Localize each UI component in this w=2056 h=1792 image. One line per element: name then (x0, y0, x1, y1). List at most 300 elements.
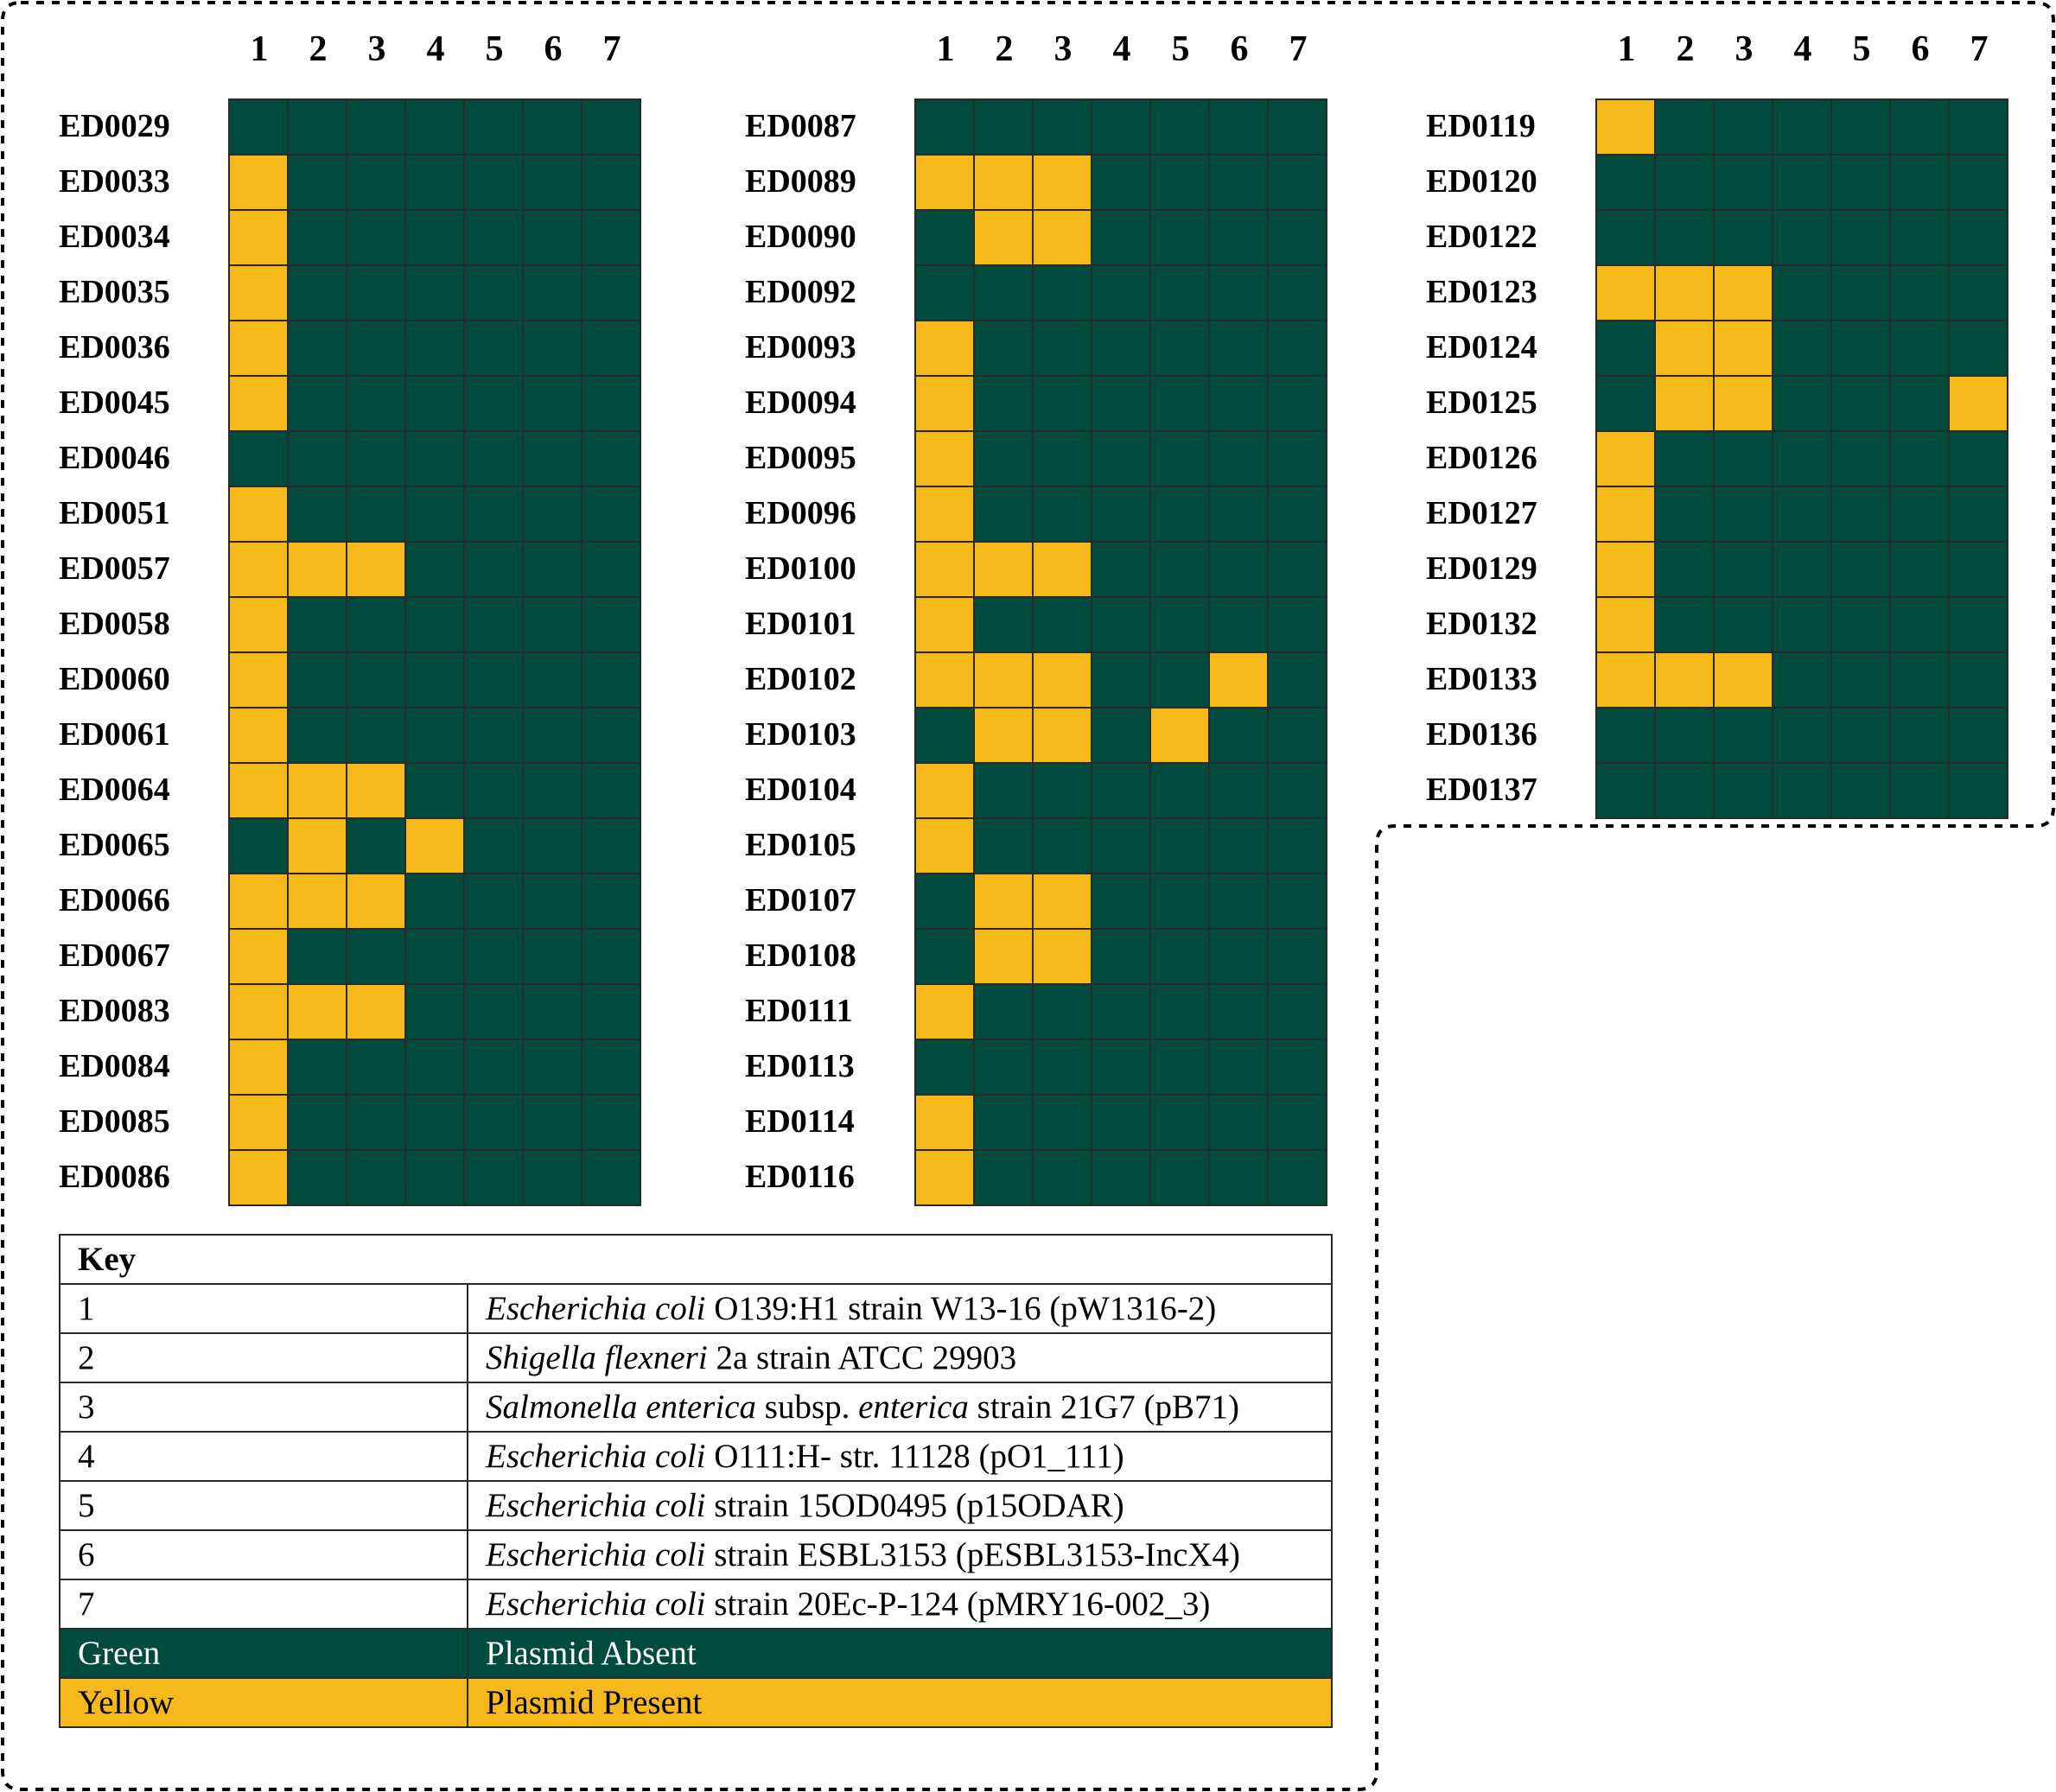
heatmap-cell-ED0123-6 (1891, 266, 1950, 321)
heatmap-cell-ED0113-1 (916, 1040, 975, 1096)
heatmap-cell-ED0125-4 (1773, 377, 1832, 432)
heatmap-cell-ED0061-6 (524, 709, 582, 764)
heatmap-cell-ED0100-4 (1092, 543, 1151, 598)
heatmap-cell-ED0095-3 (1034, 432, 1092, 487)
heatmap-cell-ED0090-4 (1092, 211, 1151, 266)
heatmap-cell-ED0066-4 (406, 874, 465, 930)
heatmap-cell-ED0085-7 (582, 1096, 641, 1151)
key-number: 5 (60, 1481, 468, 1530)
row-label: ED0137 (1426, 772, 1537, 808)
heatmap-cell-ED0129-2 (1656, 543, 1715, 598)
heatmap-cell-ED0100-6 (1210, 543, 1269, 598)
heatmap-cell-ED0083-6 (524, 985, 582, 1040)
heatmap-cell-ED0111-4 (1092, 985, 1151, 1040)
heatmap-cell-ED0083-5 (465, 985, 524, 1040)
heatmap-cell-ED0067-5 (465, 930, 524, 985)
key-title: Key (60, 1235, 1332, 1284)
row-label: ED0045 (59, 384, 170, 421)
heatmap-cell-ED0061-2 (289, 709, 347, 764)
heatmap-cell-ED0051-2 (289, 487, 347, 543)
heatmap-cell-ED0067-6 (524, 930, 582, 985)
column-header-5: 5 (485, 29, 504, 69)
heatmap-cell-ED0057-6 (524, 543, 582, 598)
heatmap-cell-ED0092-7 (1269, 266, 1327, 321)
heatmap-cell-ED0093-6 (1210, 321, 1269, 377)
heatmap-cell-ED0090-6 (1210, 211, 1269, 266)
heatmap-cell-ED0035-4 (406, 266, 465, 321)
heatmap-cell-ED0120-2 (1656, 156, 1715, 211)
heatmap-cell-ED0127-3 (1715, 487, 1773, 543)
heatmap-cell-ED0066-5 (465, 874, 524, 930)
heatmap-cell-ED0105-1 (916, 819, 975, 874)
column-header-7: 7 (1289, 29, 1308, 69)
heatmap-cell-ED0122-3 (1715, 211, 1773, 266)
heatmap-cell-ED0108-5 (1151, 930, 1210, 985)
heatmap-cell-ED0085-1 (230, 1096, 289, 1151)
row-label: ED0085 (59, 1103, 170, 1140)
heatmap-cell-ED0085-6 (524, 1096, 582, 1151)
heatmap-cell-ED0058-3 (347, 598, 406, 653)
heatmap-cell-ED0034-3 (347, 211, 406, 266)
heatmap-cell-ED0060-4 (406, 653, 465, 709)
heatmap-cell-ED0035-2 (289, 266, 347, 321)
heatmap-cell-ED0085-5 (465, 1096, 524, 1151)
heatmap-cell-ED0137-1 (1597, 764, 1656, 819)
heatmap-cell-ED0105-7 (1269, 819, 1327, 874)
heatmap-cell-ED0033-3 (347, 156, 406, 211)
heatmap-cell-ED0119-6 (1891, 100, 1950, 156)
column-header-4: 4 (1112, 29, 1131, 69)
column-header-6: 6 (1911, 29, 1930, 69)
heatmap-cell-ED0100-3 (1034, 543, 1092, 598)
key-row (60, 1481, 1332, 1530)
heatmap-cell-ED0125-1 (1597, 377, 1656, 432)
heatmap-cell-ED0058-4 (406, 598, 465, 653)
heatmap-cell-ED0102-7 (1269, 653, 1327, 709)
heatmap-cell-ED0119-5 (1832, 100, 1891, 156)
key-row (60, 1382, 1332, 1432)
legend-color-name: Green (60, 1629, 468, 1678)
heatmap-cell-ED0127-7 (1950, 487, 2008, 543)
row-label: ED0111 (745, 993, 853, 1029)
row-label: ED0046 (59, 440, 170, 476)
heatmap-cell-ED0136-3 (1715, 709, 1773, 764)
key-description: Shigella flexneri 2a strain ATCC 29903 (468, 1333, 1332, 1382)
heatmap-cell-ED0119-2 (1656, 100, 1715, 156)
heatmap-panel-2 (745, 26, 1333, 1195)
heatmap-cell-ED0083-3 (347, 985, 406, 1040)
heatmap-cell-ED0102-1 (916, 653, 975, 709)
row-label: ED0132 (1426, 606, 1537, 642)
heatmap-cell-ED0122-4 (1773, 211, 1832, 266)
row-label: ED0100 (745, 550, 856, 587)
heatmap-cell-ED0123-1 (1597, 266, 1656, 321)
heatmap-cell-ED0137-4 (1773, 764, 1832, 819)
heatmap-cell-ED0092-3 (1034, 266, 1092, 321)
heatmap-cell-ED0093-7 (1269, 321, 1327, 377)
row-label: ED0065 (59, 827, 170, 863)
heatmap-cell-ED0111-1 (916, 985, 975, 1040)
heatmap-cell-ED0126-3 (1715, 432, 1773, 487)
heatmap-cell-ED0065-1 (230, 819, 289, 874)
legend-row-absent (60, 1629, 1332, 1678)
heatmap-cell-ED0036-4 (406, 321, 465, 377)
heatmap-cell-ED0029-6 (524, 100, 582, 156)
heatmap-cell-ED0029-5 (465, 100, 524, 156)
heatmap-cell-ED0086-7 (582, 1151, 641, 1206)
heatmap-cell-ED0113-3 (1034, 1040, 1092, 1096)
heatmap-cell-ED0092-2 (975, 266, 1034, 321)
heatmap-cell-ED0046-5 (465, 432, 524, 487)
heatmap-cell-ED0064-3 (347, 764, 406, 819)
heatmap-cell-ED0136-5 (1832, 709, 1891, 764)
column-header-6: 6 (1230, 29, 1249, 69)
heatmap-cell-ED0036-7 (582, 321, 641, 377)
heatmap-cell-ED0058-6 (524, 598, 582, 653)
heatmap-cell-ED0125-2 (1656, 377, 1715, 432)
heatmap-cell-ED0129-6 (1891, 543, 1950, 598)
heatmap-cell-ED0046-2 (289, 432, 347, 487)
heatmap-grid (1595, 98, 2008, 819)
heatmap-cell-ED0029-3 (347, 100, 406, 156)
heatmap-cell-ED0114-5 (1151, 1096, 1210, 1151)
heatmap-cell-ED0065-4 (406, 819, 465, 874)
heatmap-cell-ED0111-5 (1151, 985, 1210, 1040)
heatmap-cell-ED0089-1 (916, 156, 975, 211)
heatmap-cell-ED0086-4 (406, 1151, 465, 1206)
row-label: ED0116 (745, 1159, 855, 1195)
heatmap-cell-ED0120-4 (1773, 156, 1832, 211)
key-description: Escherichia coli O139:H1 strain W13-16 (pW1316-2) (468, 1284, 1332, 1333)
heatmap-cell-ED0051-4 (406, 487, 465, 543)
heatmap-cell-ED0065-3 (347, 819, 406, 874)
heatmap-cell-ED0125-6 (1891, 377, 1950, 432)
heatmap-cell-ED0116-1 (916, 1151, 975, 1206)
column-header-6: 6 (544, 29, 563, 69)
key-table (59, 1234, 1333, 1728)
column-header-1: 1 (936, 29, 955, 69)
heatmap-cell-ED0087-4 (1092, 100, 1151, 156)
column-header-2: 2 (309, 29, 328, 69)
heatmap-cell-ED0093-5 (1151, 321, 1210, 377)
heatmap-cell-ED0087-7 (1269, 100, 1327, 156)
row-label: ED0122 (1426, 219, 1537, 255)
heatmap-cell-ED0108-1 (916, 930, 975, 985)
heatmap-cell-ED0119-1 (1597, 100, 1656, 156)
key-row (60, 1333, 1332, 1382)
heatmap-cell-ED0095-5 (1151, 432, 1210, 487)
heatmap-cell-ED0127-6 (1891, 487, 1950, 543)
heatmap-cell-ED0113-7 (1269, 1040, 1327, 1096)
heatmap-cell-ED0096-2 (975, 487, 1034, 543)
heatmap-cell-ED0133-7 (1950, 653, 2008, 709)
heatmap-cell-ED0116-6 (1210, 1151, 1269, 1206)
heatmap-cell-ED0129-5 (1832, 543, 1891, 598)
heatmap-cell-ED0051-7 (582, 487, 641, 543)
heatmap-cell-ED0060-7 (582, 653, 641, 709)
row-label: ED0084 (59, 1048, 170, 1084)
heatmap-cell-ED0034-2 (289, 211, 347, 266)
row-label: ED0092 (745, 274, 856, 310)
key-number: 4 (60, 1432, 468, 1481)
heatmap-cell-ED0124-5 (1832, 321, 1891, 377)
heatmap-cell-ED0057-2 (289, 543, 347, 598)
heatmap-cell-ED0090-7 (1269, 211, 1327, 266)
heatmap-cell-ED0060-2 (289, 653, 347, 709)
heatmap-cell-ED0103-2 (975, 709, 1034, 764)
heatmap-cell-ED0120-7 (1950, 156, 2008, 211)
heatmap-grid (228, 98, 641, 1206)
heatmap-cell-ED0102-5 (1151, 653, 1210, 709)
heatmap-cell-ED0102-2 (975, 653, 1034, 709)
row-label: ED0057 (59, 550, 170, 587)
heatmap-cell-ED0133-6 (1891, 653, 1950, 709)
heatmap-cell-ED0051-5 (465, 487, 524, 543)
heatmap-cell-ED0114-6 (1210, 1096, 1269, 1151)
heatmap-cell-ED0101-2 (975, 598, 1034, 653)
heatmap-cell-ED0061-1 (230, 709, 289, 764)
heatmap-cell-ED0033-7 (582, 156, 641, 211)
heatmap-cell-ED0136-1 (1597, 709, 1656, 764)
heatmap-cell-ED0104-5 (1151, 764, 1210, 819)
heatmap-cell-ED0066-7 (582, 874, 641, 930)
heatmap-cell-ED0083-7 (582, 985, 641, 1040)
heatmap-cell-ED0083-1 (230, 985, 289, 1040)
heatmap-cell-ED0093-1 (916, 321, 975, 377)
heatmap-cell-ED0127-5 (1832, 487, 1891, 543)
row-label: ED0067 (59, 937, 170, 974)
heatmap-cell-ED0116-4 (1092, 1151, 1151, 1206)
heatmap-cell-ED0123-3 (1715, 266, 1773, 321)
heatmap-cell-ED0061-3 (347, 709, 406, 764)
heatmap-cell-ED0045-5 (465, 377, 524, 432)
heatmap-cell-ED0066-6 (524, 874, 582, 930)
heatmap-cell-ED0102-3 (1034, 653, 1092, 709)
row-label: ED0061 (59, 716, 170, 753)
heatmap-cell-ED0064-4 (406, 764, 465, 819)
heatmap-cell-ED0107-1 (916, 874, 975, 930)
heatmap-cell-ED0126-2 (1656, 432, 1715, 487)
heatmap-cell-ED0066-1 (230, 874, 289, 930)
heatmap-cell-ED0129-1 (1597, 543, 1656, 598)
key-number: 7 (60, 1579, 468, 1629)
column-header-5: 5 (1852, 29, 1871, 69)
key-row (60, 1579, 1332, 1629)
heatmap-cell-ED0105-5 (1151, 819, 1210, 874)
heatmap-cell-ED0123-2 (1656, 266, 1715, 321)
heatmap-cell-ED0066-3 (347, 874, 406, 930)
heatmap-cell-ED0102-4 (1092, 653, 1151, 709)
key-row (60, 1284, 1332, 1333)
heatmap-cell-ED0045-7 (582, 377, 641, 432)
heatmap-cell-ED0124-6 (1891, 321, 1950, 377)
heatmap-cell-ED0060-1 (230, 653, 289, 709)
heatmap-cell-ED0060-6 (524, 653, 582, 709)
heatmap-cell-ED0057-5 (465, 543, 524, 598)
heatmap-cell-ED0107-6 (1210, 874, 1269, 930)
row-label: ED0129 (1426, 550, 1537, 587)
heatmap-cell-ED0046-3 (347, 432, 406, 487)
heatmap-cell-ED0100-5 (1151, 543, 1210, 598)
column-header-3: 3 (1053, 29, 1073, 69)
heatmap-cell-ED0100-7 (1269, 543, 1327, 598)
heatmap-cell-ED0133-5 (1832, 653, 1891, 709)
heatmap-cell-ED0087-3 (1034, 100, 1092, 156)
heatmap-cell-ED0084-1 (230, 1040, 289, 1096)
heatmap-cell-ED0034-7 (582, 211, 641, 266)
key-description: Escherichia coli strain 15OD0495 (p15ODAR) (468, 1481, 1332, 1530)
heatmap-cell-ED0089-6 (1210, 156, 1269, 211)
heatmap-cell-ED0090-3 (1034, 211, 1092, 266)
heatmap-cell-ED0116-3 (1034, 1151, 1092, 1206)
heatmap-cell-ED0087-1 (916, 100, 975, 156)
heatmap-cell-ED0120-6 (1891, 156, 1950, 211)
heatmap-cell-ED0084-6 (524, 1040, 582, 1096)
heatmap-cell-ED0057-1 (230, 543, 289, 598)
heatmap-cell-ED0103-6 (1210, 709, 1269, 764)
heatmap-cell-ED0051-6 (524, 487, 582, 543)
heatmap-cell-ED0061-7 (582, 709, 641, 764)
heatmap-cell-ED0045-2 (289, 377, 347, 432)
heatmap-cell-ED0035-5 (465, 266, 524, 321)
heatmap-cell-ED0036-6 (524, 321, 582, 377)
heatmap-cell-ED0096-1 (916, 487, 975, 543)
heatmap-cell-ED0033-2 (289, 156, 347, 211)
heatmap-cell-ED0123-7 (1950, 266, 2008, 321)
heatmap-cell-ED0101-3 (1034, 598, 1092, 653)
heatmap-cell-ED0067-2 (289, 930, 347, 985)
row-label: ED0124 (1426, 329, 1537, 365)
heatmap-cell-ED0137-6 (1891, 764, 1950, 819)
legend-meaning: Plasmid Present (468, 1678, 1332, 1727)
heatmap-cell-ED0057-3 (347, 543, 406, 598)
heatmap-cell-ED0092-4 (1092, 266, 1151, 321)
key-description: Escherichia coli strain 20Ec-P-124 (pMRY16-002_3) (468, 1579, 1332, 1629)
heatmap-cell-ED0129-3 (1715, 543, 1773, 598)
column-header-1: 1 (1617, 29, 1636, 69)
row-label: ED0029 (59, 108, 170, 144)
heatmap-cell-ED0045-6 (524, 377, 582, 432)
row-label: ED0102 (745, 661, 856, 697)
heatmap-cell-ED0124-1 (1597, 321, 1656, 377)
heatmap-cell-ED0065-2 (289, 819, 347, 874)
heatmap-cell-ED0126-5 (1832, 432, 1891, 487)
heatmap-cell-ED0124-4 (1773, 321, 1832, 377)
heatmap-cell-ED0064-1 (230, 764, 289, 819)
heatmap-cell-ED0035-6 (524, 266, 582, 321)
heatmap-cell-ED0108-3 (1034, 930, 1092, 985)
heatmap-cell-ED0103-7 (1269, 709, 1327, 764)
heatmap-cell-ED0120-1 (1597, 156, 1656, 211)
heatmap-cell-ED0094-6 (1210, 377, 1269, 432)
heatmap-cell-ED0094-2 (975, 377, 1034, 432)
row-label: ED0083 (59, 993, 170, 1029)
heatmap-cell-ED0137-3 (1715, 764, 1773, 819)
heatmap-cell-ED0067-7 (582, 930, 641, 985)
row-label: ED0101 (745, 606, 856, 642)
heatmap-cell-ED0107-5 (1151, 874, 1210, 930)
column-header-3: 3 (367, 29, 386, 69)
row-label: ED0051 (59, 495, 170, 531)
heatmap-cell-ED0133-3 (1715, 653, 1773, 709)
heatmap-cell-ED0132-4 (1773, 598, 1832, 653)
heatmap-cell-ED0107-7 (1269, 874, 1327, 930)
row-label: ED0119 (1426, 108, 1536, 144)
heatmap-cell-ED0127-1 (1597, 487, 1656, 543)
heatmap-cell-ED0096-6 (1210, 487, 1269, 543)
heatmap-cell-ED0085-3 (347, 1096, 406, 1151)
heatmap-cell-ED0125-7 (1950, 377, 2008, 432)
heatmap-cell-ED0129-4 (1773, 543, 1832, 598)
heatmap-cell-ED0122-5 (1832, 211, 1891, 266)
heatmap-cell-ED0126-1 (1597, 432, 1656, 487)
heatmap-cell-ED0119-3 (1715, 100, 1773, 156)
heatmap-cell-ED0045-1 (230, 377, 289, 432)
heatmap-cell-ED0119-7 (1950, 100, 2008, 156)
heatmap-cell-ED0036-3 (347, 321, 406, 377)
heatmap-cell-ED0137-2 (1656, 764, 1715, 819)
heatmap-cell-ED0104-1 (916, 764, 975, 819)
heatmap-cell-ED0111-2 (975, 985, 1034, 1040)
heatmap-cell-ED0058-1 (230, 598, 289, 653)
heatmap-cell-ED0064-2 (289, 764, 347, 819)
heatmap-cell-ED0104-6 (1210, 764, 1269, 819)
heatmap-cell-ED0095-1 (916, 432, 975, 487)
heatmap-cell-ED0065-5 (465, 819, 524, 874)
heatmap-cell-ED0104-2 (975, 764, 1034, 819)
heatmap-cell-ED0084-4 (406, 1040, 465, 1096)
heatmap-panel-3 (1426, 26, 2014, 808)
heatmap-cell-ED0094-1 (916, 377, 975, 432)
heatmap-panel-1 (59, 26, 646, 1195)
heatmap-cell-ED0058-2 (289, 598, 347, 653)
heatmap-cell-ED0034-4 (406, 211, 465, 266)
heatmap-cell-ED0046-6 (524, 432, 582, 487)
legend-row-present (60, 1678, 1332, 1727)
heatmap-cell-ED0136-6 (1891, 709, 1950, 764)
heatmap-cell-ED0051-3 (347, 487, 406, 543)
row-label: ED0058 (59, 606, 170, 642)
heatmap-cell-ED0093-3 (1034, 321, 1092, 377)
heatmap-cell-ED0064-6 (524, 764, 582, 819)
heatmap-cell-ED0086-5 (465, 1151, 524, 1206)
heatmap-cell-ED0087-6 (1210, 100, 1269, 156)
heatmap-cell-ED0107-2 (975, 874, 1034, 930)
heatmap-cell-ED0095-6 (1210, 432, 1269, 487)
heatmap-cell-ED0127-4 (1773, 487, 1832, 543)
heatmap-cell-ED0108-4 (1092, 930, 1151, 985)
key-number: 2 (60, 1333, 468, 1382)
heatmap-cell-ED0114-3 (1034, 1096, 1092, 1151)
heatmap-cell-ED0114-2 (975, 1096, 1034, 1151)
heatmap-cell-ED0101-4 (1092, 598, 1151, 653)
heatmap-cell-ED0132-3 (1715, 598, 1773, 653)
row-label: ED0127 (1426, 495, 1537, 531)
heatmap-cell-ED0113-4 (1092, 1040, 1151, 1096)
heatmap-cell-ED0061-5 (465, 709, 524, 764)
heatmap-cell-ED0086-6 (524, 1151, 582, 1206)
heatmap-cell-ED0105-2 (975, 819, 1034, 874)
heatmap-cell-ED0064-7 (582, 764, 641, 819)
row-label: ED0113 (745, 1048, 855, 1084)
heatmap-cell-ED0051-1 (230, 487, 289, 543)
heatmap-cell-ED0087-5 (1151, 100, 1210, 156)
column-header-4: 4 (426, 29, 445, 69)
heatmap-cell-ED0067-1 (230, 930, 289, 985)
heatmap-cell-ED0086-3 (347, 1151, 406, 1206)
heatmap-cell-ED0122-2 (1656, 211, 1715, 266)
heatmap-cell-ED0132-6 (1891, 598, 1950, 653)
